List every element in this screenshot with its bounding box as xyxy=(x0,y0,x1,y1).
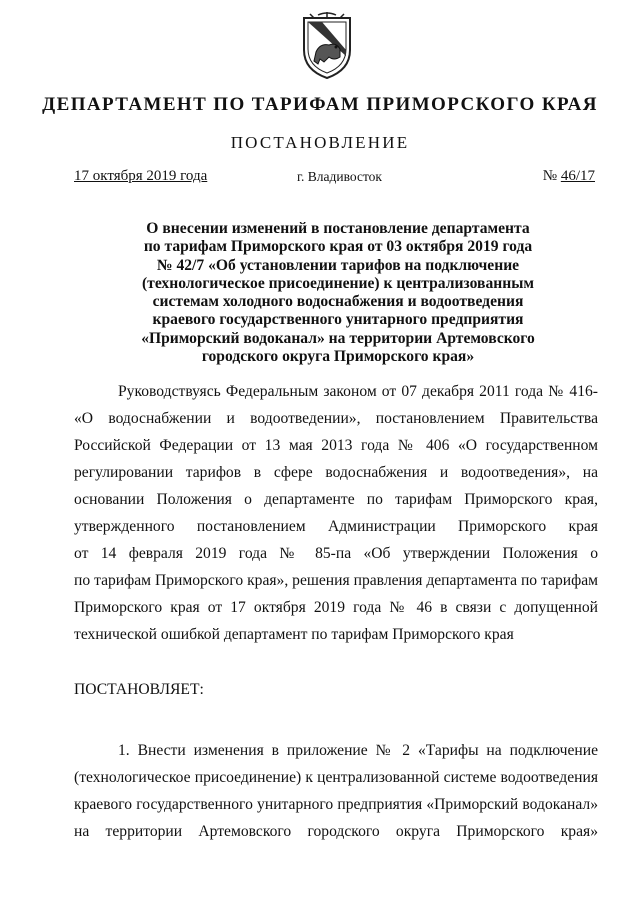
preamble-line: по тарифам Приморского края», решения правления департамента по тарифам xyxy=(74,572,598,589)
item-line: (технологическое присоединение) к централизованной системе водоотведения xyxy=(74,769,598,786)
subject-line: городского округа Приморского края» xyxy=(201,348,475,366)
subject-line: «Приморский водоканал» на территории Артемовского xyxy=(141,329,535,347)
preamble-line: «О водоснабжении и водоотведении», постановлением Правительства xyxy=(74,410,598,427)
item-line: 1. Внести изменения в приложение № 2 «Тарифы на подключение xyxy=(118,742,598,759)
preamble-line: Приморского края от 17 октября 2019 года № 46 в связи с допущенной xyxy=(74,599,598,616)
item-line: краевого государственного унитарного предприятия «Приморский водоканал» xyxy=(74,796,598,813)
subject-line: № 42/7 «Об установлении тарифов на подключение xyxy=(156,256,520,274)
subject-line: О внесении изменений в постановление департамента xyxy=(146,220,530,237)
resolves-heading: ПОСТАНОВЛЯЕТ: xyxy=(74,681,204,698)
subject-line: по тарифам Приморского края от 03 октября 2019 года xyxy=(143,238,533,256)
subject-line: (технологическое присоединение) к централизованным xyxy=(141,274,535,292)
document-city: г. Владивосток xyxy=(297,169,382,184)
document-number xyxy=(543,168,595,185)
preamble-line: Российской Федерации от 13 мая 2013 года № 406 «О государственном xyxy=(74,437,598,454)
number-value: 46/17 xyxy=(560,168,595,184)
document-subject xyxy=(100,220,576,366)
preamble-paragraph xyxy=(74,378,598,648)
item-1-paragraph xyxy=(74,737,598,845)
subject-line: системам холодного водоснабжения и водоотведения xyxy=(152,293,524,311)
number-prefix: № xyxy=(542,168,558,184)
subject-line: краевого государственного унитарного предприятия xyxy=(152,311,524,329)
preamble-line: утвержденного постановлением Администрации Приморского края xyxy=(74,518,598,535)
preamble-line: Руководствуясь Федеральным законом от 07 декабря 2011 года № 416- xyxy=(118,383,598,400)
preamble-line: от 14 февраля 2019 года № 85-па «Об утверждении Положения о xyxy=(74,545,598,562)
preamble-line: основании Положения о департаменте по тарифам Приморского края, xyxy=(74,491,598,508)
preamble-line: регулировании тарифов в сфере водоснабжения и водоотведения», на xyxy=(74,464,598,481)
department-title: ДЕПАРТАМЕНТ ПО ТАРИФАМ ПРИМОРСКОГО КРАЯ xyxy=(42,94,598,115)
coat-of-arms-icon xyxy=(296,12,358,82)
document-date: 17 октября 2019 года xyxy=(74,168,208,184)
preamble-line: технической ошибкой департамент по тарифам Приморского края xyxy=(74,626,514,643)
document-type: ПОСТАНОВЛЕНИЕ xyxy=(230,133,410,152)
item-line: на территории Артемовского городского округа Приморского края» xyxy=(74,823,598,840)
